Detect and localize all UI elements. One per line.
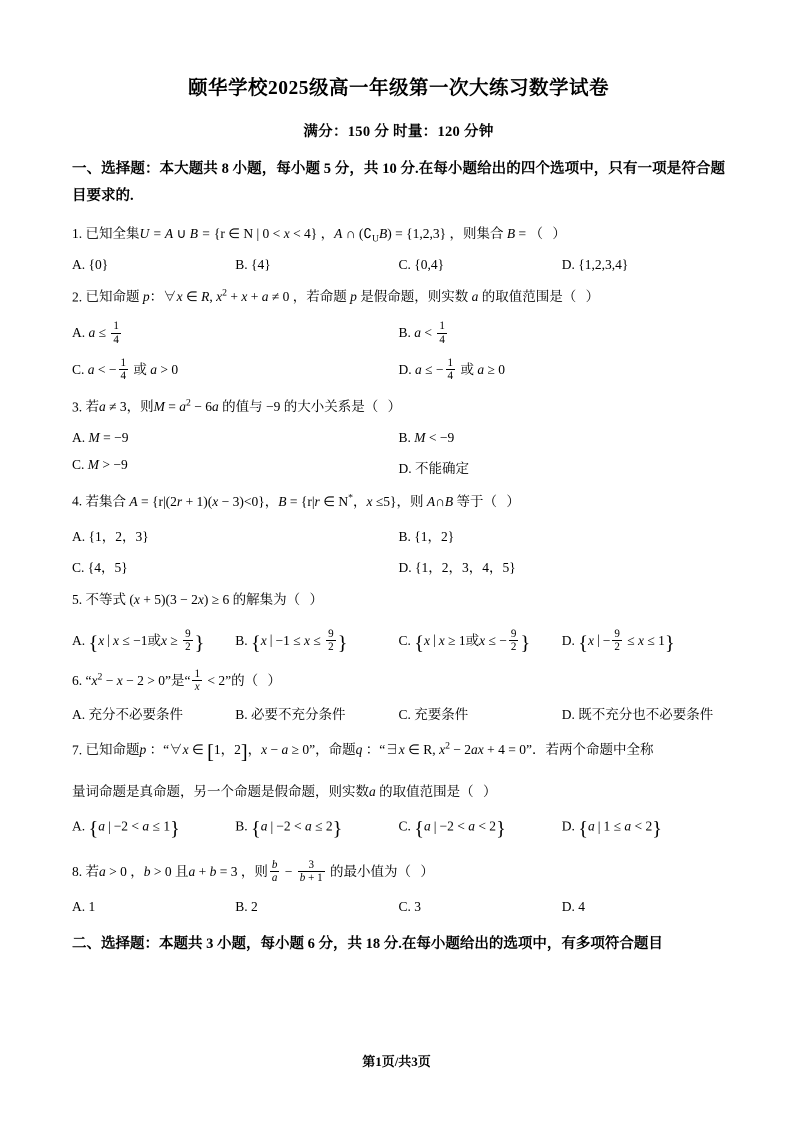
option-7-B[interactable]: B. {a | −2 < a ≤ 2}	[235, 817, 343, 840]
question-2-number: 2.	[72, 289, 83, 305]
option-6-C[interactable]: C. 充要条件	[398, 706, 469, 722]
option-5-A[interactable]: A. {x | x ≤ −1或x ≥ $\frac{9}{2}$ }	[72, 627, 205, 654]
option-8-D[interactable]: D. 4	[561, 898, 585, 914]
option-4-B[interactable]: B. {1，2}	[398, 528, 455, 544]
option-2-B[interactable]: B. a < $\frac{1}{4}$	[398, 320, 445, 346]
option-3-B[interactable]: B. M < −9	[398, 430, 455, 446]
question-4-options	[72, 525, 725, 576]
question-2	[72, 286, 725, 309]
option-7-C[interactable]: C. {a | −2 < a < 2}	[398, 817, 506, 840]
option-8-A[interactable]: A. 1	[72, 898, 96, 914]
question-3-stem: 若a ≠ 3，则$M = a^2 - 6a$ 的值与 −9 的大小关系是（ ）	[85, 397, 402, 415]
option-7-A[interactable]: A. {a | −2 < a ≤ 1}	[72, 817, 180, 840]
section-heading-1: 一、选择题：本大题共 8 小题，每小题 5 分，共 10 分.在每小题给出的四个选项中，只有一项是符合题目要求的.	[72, 161, 725, 204]
option-4-A[interactable]: A. {1，2，3}	[72, 528, 149, 544]
question-5-stem: 不等式 (x + 5)(3 − 2x) ≥ 6 的解集为（ ）	[85, 591, 323, 607]
question-7-stem-line-1: 已知命题p ：“∀x ∈ [1，2]，x − a ≥ 0”，命题q ：“∃x ∈ R, $x^2 - 2ax + 4 = 0$”．若两个命题中全称	[85, 740, 654, 764]
question-4	[72, 490, 725, 513]
option-5-B[interactable]: B. {x | −1 ≤ x ≤ $\frac{9}{2}$ }	[235, 627, 348, 654]
option-1-B[interactable]: B. {4}	[235, 256, 271, 272]
option-3-C[interactable]: C. M > −9	[72, 457, 128, 473]
question-8-stem: 若a > 0 ，b > 0 且a + b = 3 ，则 $\frac{b}{a}$ − $\frac{3}{b + 1}$ 的最小值为（ ）	[85, 858, 434, 885]
question-6-stem: “$x^2 - x - 2 > 0$”是“ $\frac{1}{x}$ < 2”的（ ）	[85, 667, 281, 694]
option-1-A[interactable]: A. {0}	[72, 256, 109, 272]
question-3-number: 3.	[72, 399, 83, 415]
option-5-C[interactable]: C. {x | x ≥ 1或x ≤ − $\frac{9}{2}$ }	[398, 627, 531, 654]
option-4-D[interactable]: D. {1，2，3，4，5}	[398, 559, 516, 575]
option-5-D[interactable]: D. {x | − $\frac{9}{2}$ ≤ x ≤ 1}	[561, 627, 675, 654]
option-2-D[interactable]: D. a ≤ − $\frac{1}{4}$ 或 a ≥ 0	[398, 357, 505, 383]
question-7-options	[72, 818, 725, 841]
question-4-stem: 若集合 A = {r|(2r + 1)(x − 3)<0}，B = {r|r ∈ N*，x ≤5}，则 A∩B 等于（ ）	[85, 492, 520, 509]
option-6-A[interactable]: A. 充分不必要条件	[72, 706, 183, 722]
question-5-number: 5.	[72, 591, 83, 607]
section-heading-2: 二、选择题：本题共 3 小题，每小题 6 分，共 18 分.在每小题给出的选项中，有多项符合题目	[72, 935, 663, 952]
option-1-C[interactable]: C. {0,4}	[398, 256, 445, 272]
question-5	[72, 589, 725, 612]
question-1-options	[72, 257, 725, 273]
question-8	[72, 859, 725, 885]
question-5-options	[72, 628, 725, 655]
option-3-A[interactable]: A. M = −9	[72, 430, 129, 446]
option-1-D[interactable]: D. {1,2,3,4}	[561, 256, 629, 272]
question-1-stem: 已知全集U = A ∪ B = {r ∈ N | 0 < x < 4} ，A ∩ $(∁_UB) = \{1,2,3\}$ ，则集合 B = （ ）	[85, 225, 566, 245]
option-6-B[interactable]: B. 必要不充分条件	[235, 706, 346, 722]
option-8-C[interactable]: C. 3	[398, 898, 422, 914]
question-8-number: 8.	[72, 863, 83, 879]
page-footer: 第1页/共3页	[362, 1054, 431, 1069]
option-3-D[interactable]: D. 不能确定	[398, 461, 469, 477]
question-7	[72, 736, 725, 804]
question-7-stem-line-2: 量词命题是真命题，另一个命题是假命题，则实数a 的取值范围是（ ）	[72, 784, 497, 800]
question-6-number: 6.	[72, 672, 83, 688]
question-1	[72, 223, 725, 248]
question-7-number: 7.	[72, 742, 83, 758]
question-2-stem: 已知命题 p：∀x ∈ R, $x^2 + x + a \ne 0$ ，若命题 p 是假命题，则实数 a 的取值范围是（ ）	[85, 287, 600, 305]
question-1-number: 1.	[72, 225, 83, 241]
question-8-options	[72, 899, 725, 915]
option-4-C[interactable]: C. {4，5}	[72, 559, 128, 575]
option-8-B[interactable]: B. 2	[235, 898, 258, 914]
page-title: 颐华学校2025级高一年级第一次大练习数学试卷	[187, 78, 609, 99]
question-2-options	[72, 320, 725, 383]
question-6-options	[72, 703, 725, 723]
option-2-A[interactable]: A. a ≤ $\frac{1}{4}$	[72, 320, 119, 346]
question-6	[72, 668, 725, 694]
option-2-C[interactable]: C. a < − $\frac{1}{4}$ 或 a > 0	[72, 357, 179, 383]
option-7-D[interactable]: D. {a | 1 ≤ a < 2}	[561, 817, 662, 840]
option-6-D[interactable]: D. 既不充分也不必要条件	[561, 706, 714, 722]
question-4-number: 4.	[72, 493, 83, 509]
question-3-options	[72, 430, 725, 477]
question-3	[72, 396, 725, 419]
exam-meta: 满分：150 分 时量：120 分钟	[303, 124, 494, 140]
